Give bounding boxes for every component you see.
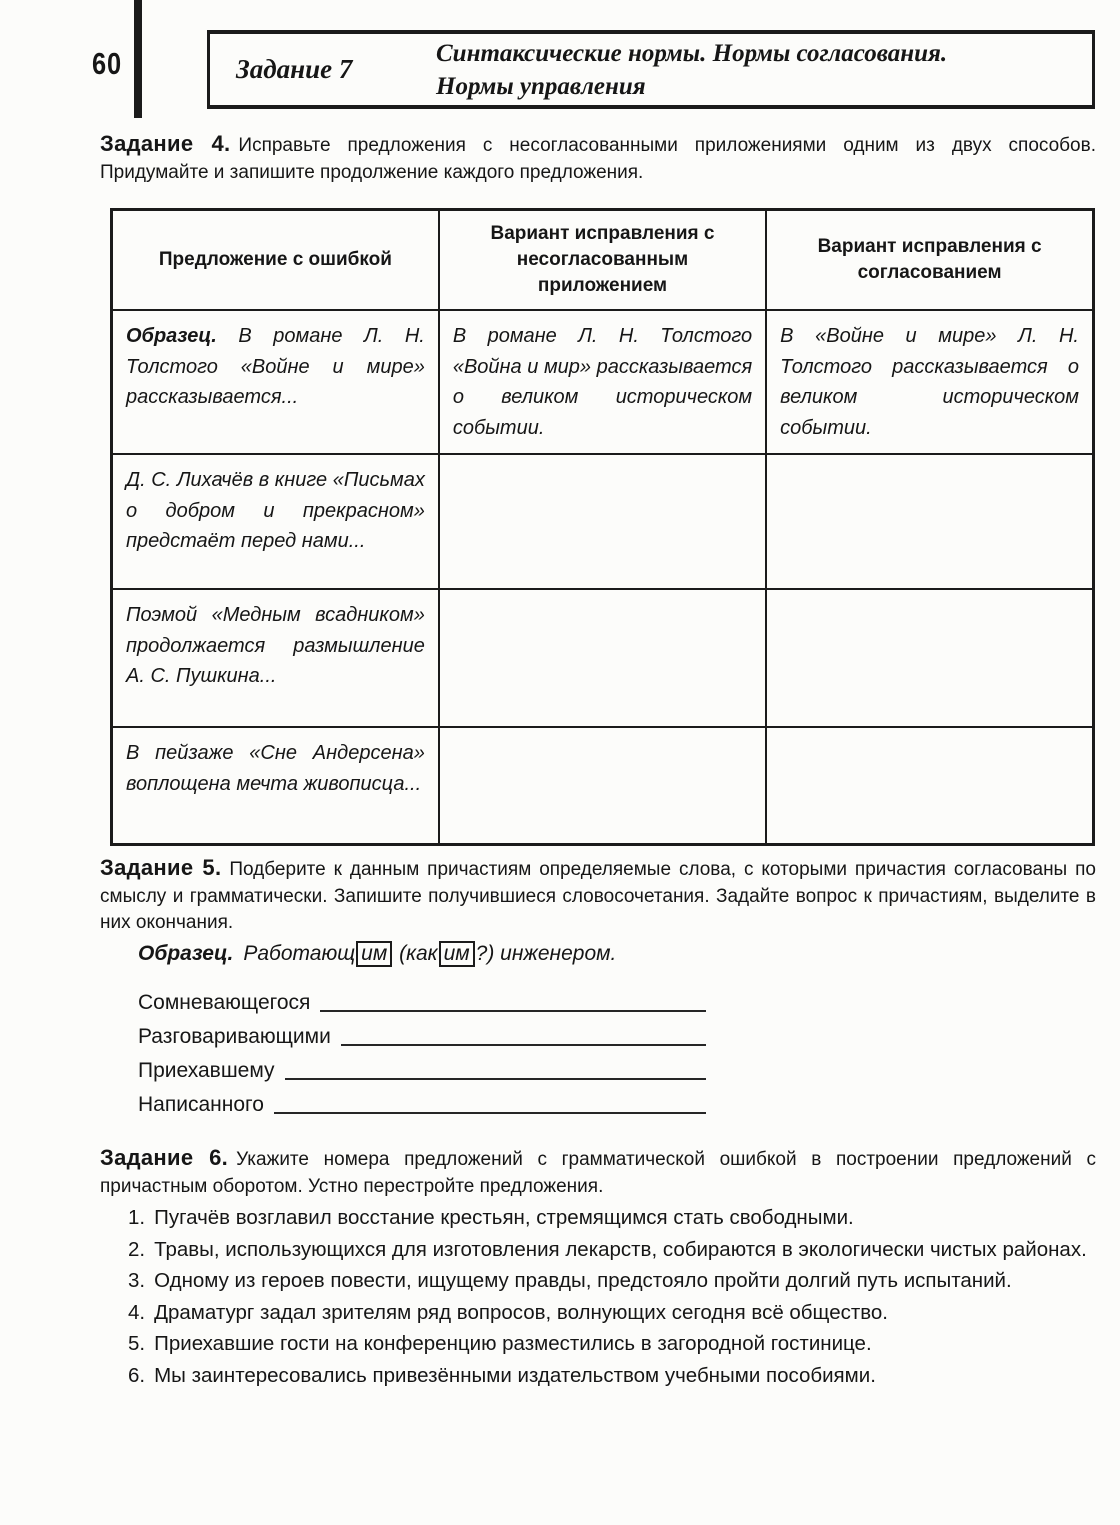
- cell-error: Д. С. Лихачёв в книге «Письмах о добром и прекрасном» предстаёт перед нами...: [112, 454, 439, 589]
- cell-fix-inconsistent-blank: [439, 589, 766, 727]
- cell-error-sample: [112, 310, 439, 454]
- task5-instructions-text: Подберите к данным причастиям определяемые слова, с которыми причастия согласованы по смыслу и грамматически. Запишите получившиеся словосочетания. Задайте вопрос к причастиям, выделите в них окончания.: [100, 859, 1096, 933]
- participle-word: Приехавшему: [138, 1059, 275, 1082]
- cell-fix-agreed-blank: [766, 727, 1093, 844]
- page-divider-bar: [134, 0, 142, 118]
- sentence-item: [128, 1203, 1096, 1233]
- write-line: [320, 1010, 706, 1012]
- sentence-item: [128, 1235, 1096, 1265]
- sentence-text: Пугачёв возглавил восстание крестьян, стремящимся стать свободными.: [154, 1206, 854, 1229]
- table-row-sample: [112, 310, 1094, 454]
- sentence-number: 6.: [128, 1363, 146, 1387]
- sentence-text: Драматург задал зрителям ряд вопросов, волнующих сегодня всё общество.: [154, 1300, 888, 1324]
- table-row: [112, 589, 1094, 727]
- participle-item: [138, 1053, 706, 1083]
- task6-instructions-text: Укажите номера предложений с грамматической ошибкой в построении предложений с причастным оборотом. Устно перестройте предложения.: [100, 1149, 1096, 1197]
- sentence-item: [128, 1329, 1096, 1359]
- table-header-fix-agreed: Вариант исправления с согласованием: [766, 210, 1093, 311]
- sentence-number: 4.: [128, 1300, 146, 1324]
- chapter-task-badge: Задание 7: [236, 54, 353, 84]
- task6-sentence-list: [128, 1203, 1096, 1392]
- page-number: 60: [92, 46, 122, 81]
- sample-label: Образец.: [126, 325, 217, 347]
- sentence-item: [128, 1266, 1096, 1296]
- chapter-header-box: [207, 30, 1095, 109]
- appositive-correction-table: [110, 208, 1095, 846]
- ending-box: им: [439, 941, 475, 967]
- table-header-fix-inconsistent: Вариант исправления с несогласованным приложением: [439, 210, 766, 311]
- sentence-text: Мы заинтересовались привезёнными издательством учебными пособиями.: [154, 1363, 876, 1387]
- task4-instructions: [100, 131, 1096, 186]
- task5-example: [138, 941, 616, 967]
- cell-fix-inconsistent-blank: [439, 727, 766, 844]
- cell-error: В пейзаже «Сне Андерсена» воплощена мечта живописца...: [112, 727, 439, 844]
- sentence-item: [128, 1298, 1096, 1328]
- write-line: [274, 1112, 706, 1114]
- participle-word: Написанного: [138, 1093, 264, 1116]
- cell-error-sample-text: В романе Л. Н. Толстого «Войне и мире» рассказывается...: [126, 325, 425, 408]
- sentence-item: [128, 1361, 1096, 1391]
- chapter-title-line2: Нормы управления: [436, 72, 646, 100]
- table-header-error: Предложение с ошибкой: [112, 210, 439, 311]
- sentence-number: 3.: [128, 1269, 146, 1292]
- task4-label: Задание 4.: [100, 131, 231, 156]
- sentence-number: 2.: [128, 1237, 146, 1261]
- example-question-open: (как: [399, 942, 438, 965]
- sentence-number: 1.: [128, 1206, 146, 1229]
- participle-item: [138, 985, 706, 1015]
- write-line: [285, 1078, 706, 1080]
- task5-label: Задание 5.: [100, 855, 222, 880]
- task4-instructions-text: Исправьте предложения с несогласованными приложениями одним из двух способов. Придумайте и запишите продолжение каждого предложения.: [100, 135, 1096, 183]
- cell-fix-inconsistent-blank: [439, 454, 766, 589]
- sentence-text: Приехавшие гости на конференцию разместились в загородной гостинице.: [154, 1332, 872, 1355]
- chapter-title-line1: Синтаксические нормы. Нормы согласования.: [436, 39, 948, 67]
- write-line: [341, 1044, 706, 1046]
- example-stem: Работающ: [243, 942, 356, 965]
- table-header-row: [112, 210, 1094, 311]
- task5-instructions: [100, 855, 1096, 937]
- cell-fix-inconsistent-sample: В романе Л. Н. Толстого «Война и мир» рассказывается о великом историческом событии.: [439, 310, 766, 454]
- sentence-text: Травы, использующихся для изготовления лекарств, собираются в экологически чистых районах.: [154, 1237, 1087, 1261]
- sentence-number: 5.: [128, 1332, 146, 1355]
- cell-fix-agreed-sample: В «Войне и мире» Л. Н. Толстого рассказывается о великом историческом событии.: [766, 310, 1093, 454]
- table-row: [112, 727, 1094, 844]
- participle-item: [138, 1019, 706, 1049]
- cell-error: Поэмой «Медным всадником» продолжается размышление А. С. Пушкина...: [112, 589, 439, 727]
- table-row: [112, 454, 1094, 589]
- example-tail: ?) инженером.: [475, 942, 617, 965]
- participle-word: Разговаривающими: [138, 1025, 331, 1048]
- example-label: Образец.: [138, 942, 234, 965]
- participle-item: [138, 1087, 706, 1117]
- sentence-text: Одному из героев повести, ищущему правды, предстояло пройти долгий путь испытаний.: [154, 1269, 1012, 1292]
- chapter-title: [436, 37, 1092, 103]
- ending-box: им: [356, 941, 392, 967]
- cell-fix-agreed-blank: [766, 454, 1093, 589]
- cell-fix-agreed-blank: [766, 589, 1093, 727]
- task6-label: Задание 6.: [100, 1145, 229, 1170]
- task6-instructions: [100, 1145, 1096, 1200]
- participle-word: Сомневающегося: [138, 991, 311, 1014]
